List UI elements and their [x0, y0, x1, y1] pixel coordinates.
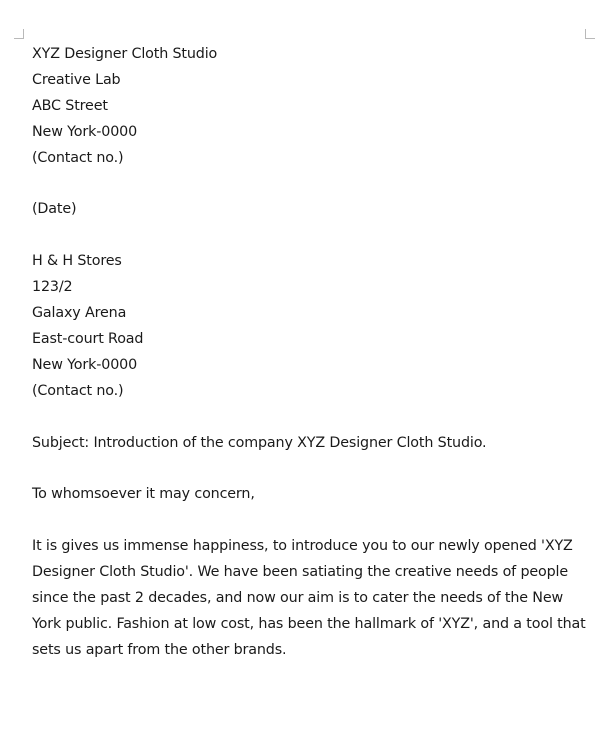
sender-name: XYZ Designer Cloth Studio [32, 46, 218, 62]
sender-line2: Creative Lab [32, 71, 121, 88]
letter-body [32, 42, 586, 664]
body-line: York public. Fashion at low cost, has been the hallmark of 'XYZ', and a tool that [32, 615, 586, 632]
letter-subject: Subject: Introduction of the company XYZ Designer Cloth Studio. [32, 434, 487, 451]
recipient-number: 123/2 [32, 279, 73, 296]
blank-line [32, 172, 577, 198]
blank-line [32, 223, 577, 249]
sender-city: New York-0000 [32, 123, 138, 140]
sender-address-block [32, 42, 577, 172]
sender-contact: (Contact no.) [32, 149, 124, 166]
sender-street: ABC Street [32, 97, 108, 114]
letter-salutation: To whomsoever it may concern, [32, 486, 255, 503]
recipient-building: Galaxy Arena [32, 305, 127, 322]
body-line: Designer Cloth Studio'. We have been satiating the creative needs of people [32, 564, 569, 581]
blank-line [32, 456, 577, 482]
recipient-contact: (Contact no.) [32, 382, 124, 399]
body-line: sets us apart from the other brands. [32, 641, 287, 658]
page-corner-mark-top-right [585, 29, 595, 39]
letter-date: (Date) [32, 201, 77, 218]
blank-line [32, 405, 577, 431]
recipient-address-block [32, 249, 577, 404]
blank-line [32, 508, 577, 534]
recipient-road: East-court Road [32, 330, 144, 347]
page-corner-mark-top-left [14, 29, 24, 39]
recipient-city: New York-0000 [32, 356, 138, 373]
body-paragraph [32, 534, 586, 664]
body-line: It is gives us immense happiness, to introduce you to our newly opened 'XYZ [32, 538, 573, 555]
body-line: since the past 2 decades, and now our aim is to cater the needs of the New [32, 589, 564, 606]
recipient-name: H & H Stores [32, 253, 122, 270]
